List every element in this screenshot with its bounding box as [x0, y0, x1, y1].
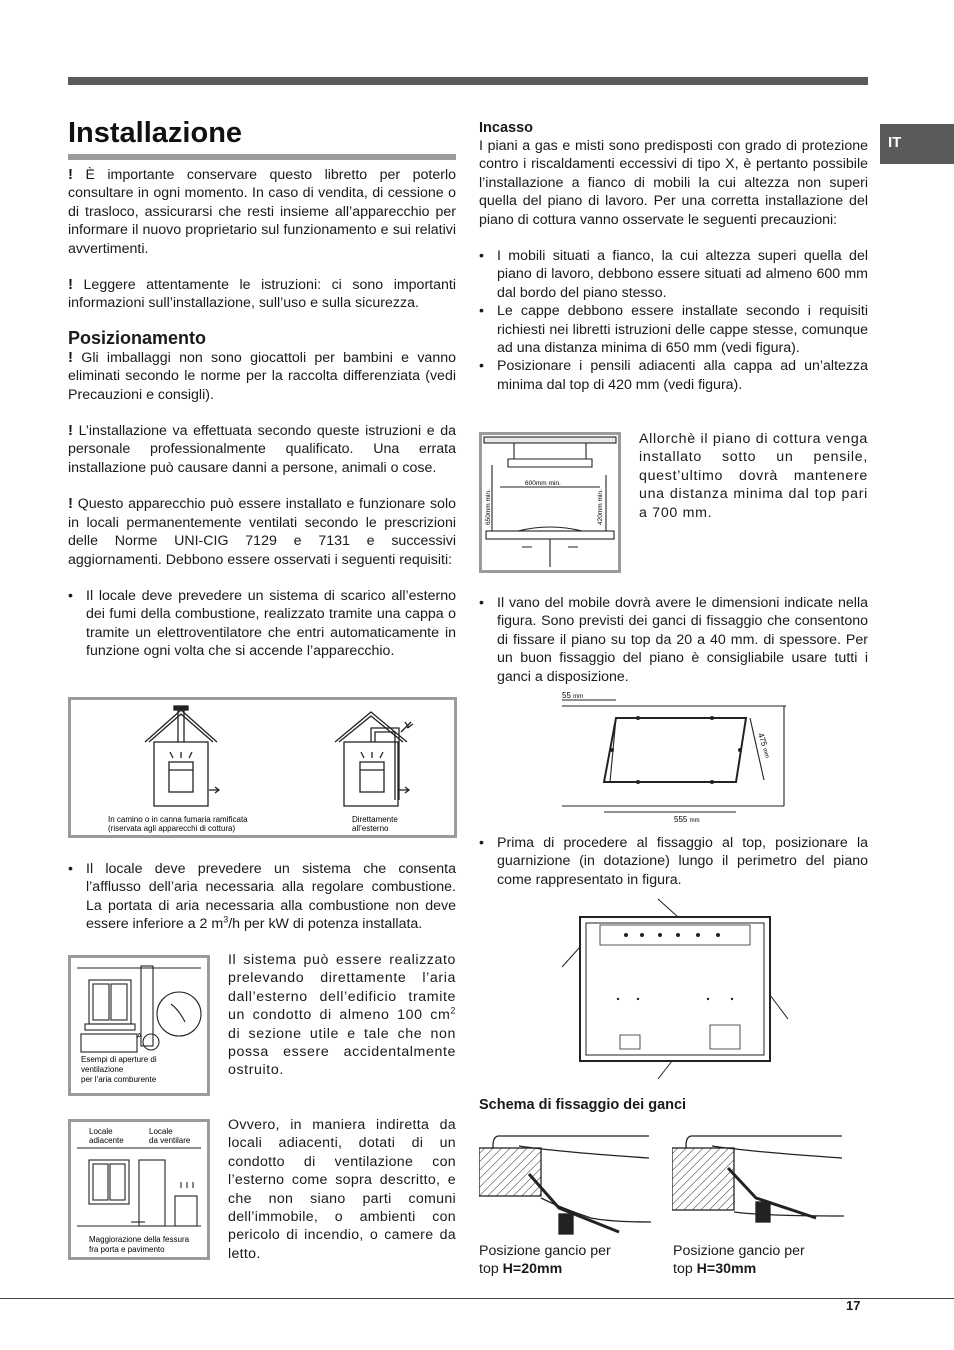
fig2-caption-2: ventilazione	[81, 1065, 124, 1074]
fig1-caption-b2: all’esterno	[352, 824, 389, 833]
hood-distance-figure	[479, 432, 621, 573]
fig3-label-b2: da ventilare	[149, 1136, 191, 1145]
left-column-mid	[68, 860, 456, 934]
cutout-dimensions-figure	[562, 688, 786, 824]
list-item: • Il locale deve prevedere un sistema che consenta l’afflusso dell’aria necessaria alla regolare combustione. La portata di aria necessaria alla combustione non deve essere inferiore a 2 $m^3/h$ per kW di potenza installata.	[68, 860, 456, 934]
list-item: • Prima di procedere al fissaggio al top, posizionare la guarnizione (in dotazione) lungo il perimetro del piano come rappresentato in figura.	[479, 834, 868, 889]
incasso-paragraph: I piani a gas e misti sono predisposti con grado di protezione contro i riscaldamenti eccessivi di tipo X, è pertanto possibile l’installazione a fianco di mobili la cui altezza non superi quella del piano di lavoro. Per una corretta installazione del piano di cottura vanno osservate le seguenti precauzioni:	[479, 138, 868, 228]
svg-text:475 mm: 475 mm	[756, 731, 770, 759]
ovvero-paragraph: Ovvero, in maniera indiretta da locali adiacenti, dotati di un condotto di ventilazione con l’esterno come sopra descritto, e che non siano parti comuni dell’immobile, o ambienti con pericolo di incendio, o camere da letto.	[228, 1117, 456, 1262]
cutout-list	[479, 594, 868, 686]
sistema-paragraph: Il sistema può essere realizzato prelevando direttamente l’aria dall’esterno dell’edificio tramite un condotto di almeno 100 $cm^2$ di sezione utile e tale che non possa essere accidentalmente ostruito.	[228, 952, 456, 1079]
fig2-caption-3: per l’aria comburente	[81, 1075, 157, 1084]
requirements-list-1	[68, 587, 456, 661]
pos-paragraph-3: ! Questo apparecchio può essere installato e funzionare solo in locali permanentemente ventilati secondo le prescrizioni delle Norme UNI-CIG 7129 e 7131 e successivi aggiornamenti. Debbono essere osservati i seguenti requisiti:	[68, 495, 456, 568]
hob-gasket-figure	[560, 895, 792, 1081]
svg-text:55 mm: 55 mm	[562, 691, 584, 700]
dim-55: 55	[562, 691, 571, 700]
hook-diagram-h30	[672, 1128, 848, 1238]
gasket-list	[479, 834, 868, 889]
list-item: • Il vano del mobile dovrà avere le dimensioni indicate nella figura. Sono previsti dei ganci di fissaggio che consentono di fissare il piano su top da 20 a 40 mm. di spessore. Per un buon fissaggio del piano è consigliabile usare tutti i ganci a disposizione.	[479, 594, 868, 686]
fig3-label-a1: Locale	[89, 1127, 113, 1136]
hood-label-420: 420mm min.	[597, 489, 604, 525]
intro-paragraph-2: ! Leggere attentamente le istruzioni: ci sono importanti informazioni sull’installazione, sull’uso e sulla sicurezza.	[68, 276, 456, 312]
page-number: 17	[846, 1298, 861, 1313]
schema-heading: Schema di fissaggio dei ganci	[479, 1097, 687, 1113]
fig2-letter: A	[137, 1033, 142, 1040]
incasso-heading: Incasso	[479, 120, 533, 136]
intro-paragraph-1: ! È importante conservare questo libretto per poterlo consultare in ogni momento. In caso di vendita, di cessione o di trasloco, assicurarsi che resti insieme all’apparecchio per informare il nuovo proprietario sul funzionamento e sui relativi avvertimenti.	[68, 166, 456, 257]
ventilation-figure-adjacent	[68, 1119, 210, 1260]
hood-label-600: 600mm min.	[525, 480, 561, 487]
dim-555: 555	[674, 815, 688, 824]
list-item: • I mobili situati a fianco, la cui altezza superi quella del piano di lavoro, debbono essere situati ad almeno 600 mm dal bordo del piano stesso.	[479, 247, 868, 302]
right-column-top	[479, 119, 868, 394]
top-rule	[68, 77, 868, 85]
hook-caption-h20: Posizione gancio per top H=20mm	[479, 1243, 611, 1278]
fig1-caption-a2: (riservata agli apparecchi di cottura)	[108, 824, 236, 833]
fig3-caption-1: Maggiorazione della fessura	[89, 1235, 190, 1244]
hook-caption-h30: Posizione gancio per top H=30mm	[673, 1243, 805, 1278]
allorche-paragraph: Allorchè il piano di cottura venga installato sotto un pensile, quest’ultimo dovrà mantenere una distanza minima dal top pari a 700 mm.	[639, 431, 868, 521]
dim-475: 475	[756, 731, 769, 748]
right-column-gasket	[479, 834, 868, 889]
list-item: • Il locale deve prevedere un sistema di scarico all’esterno dei fumi della combustione, realizzato tramite una cappa o tramite un elettroventilatore che entri automaticamente in funzione ogni volta che si accende l’apparecchio.	[68, 587, 456, 661]
left-column-top	[68, 166, 456, 661]
ventilation-figure-houses	[68, 697, 457, 838]
hook-diagram-h20	[479, 1128, 655, 1238]
list-item: • Posizionare i pensili adiacenti alla cappa ad un’altezza minima dal top di 420 mm (vedi figura).	[479, 357, 868, 394]
fig2-caption-1: Esempi di aperture di	[81, 1055, 157, 1064]
pos-paragraph-2: ! L’installazione va effettuata secondo queste istruzioni e da personale professionalmente qualificato. Una errata installazione può causare danni a persone, animali o cose.	[68, 422, 456, 476]
footer-rule	[0, 1298, 954, 1299]
requirements-list-2	[68, 860, 456, 934]
posizionamento-heading: Posizionamento	[68, 327, 207, 348]
houses-illustration	[71, 700, 454, 835]
fig1-caption-a1: In camino o in canna fumaria ramificata	[108, 815, 248, 824]
hood-label-650: 650mm min.	[485, 489, 492, 525]
pos-paragraph-1: ! Gli imballaggi non sono giocattoli per bambini e vanno eliminati secondo le norme per la raccolta differenziata (vedi Precauzioni e consigli).	[68, 348, 456, 403]
language-tab: IT	[880, 124, 954, 164]
svg-text:555 mm: 555 mm	[674, 815, 700, 824]
page-title: Installazione	[68, 112, 456, 160]
fig3-label-a2: adiacente	[89, 1136, 124, 1145]
list-item: • Le cappe debbono essere installate secondo i requisiti richiesti nei libretti istruzioni delle cappe stesse, comunque ad una distanza minima di 650 mm (vedi figura).	[479, 302, 868, 357]
fig1-caption-b1: Direttamente	[352, 815, 398, 824]
fig3-caption-2: fra porta e pavimento	[89, 1245, 165, 1254]
fig3-label-b1: Locale	[149, 1127, 173, 1136]
ventilation-figure-window	[68, 955, 210, 1096]
right-column-mid	[479, 594, 868, 686]
precautions-list	[479, 247, 868, 394]
